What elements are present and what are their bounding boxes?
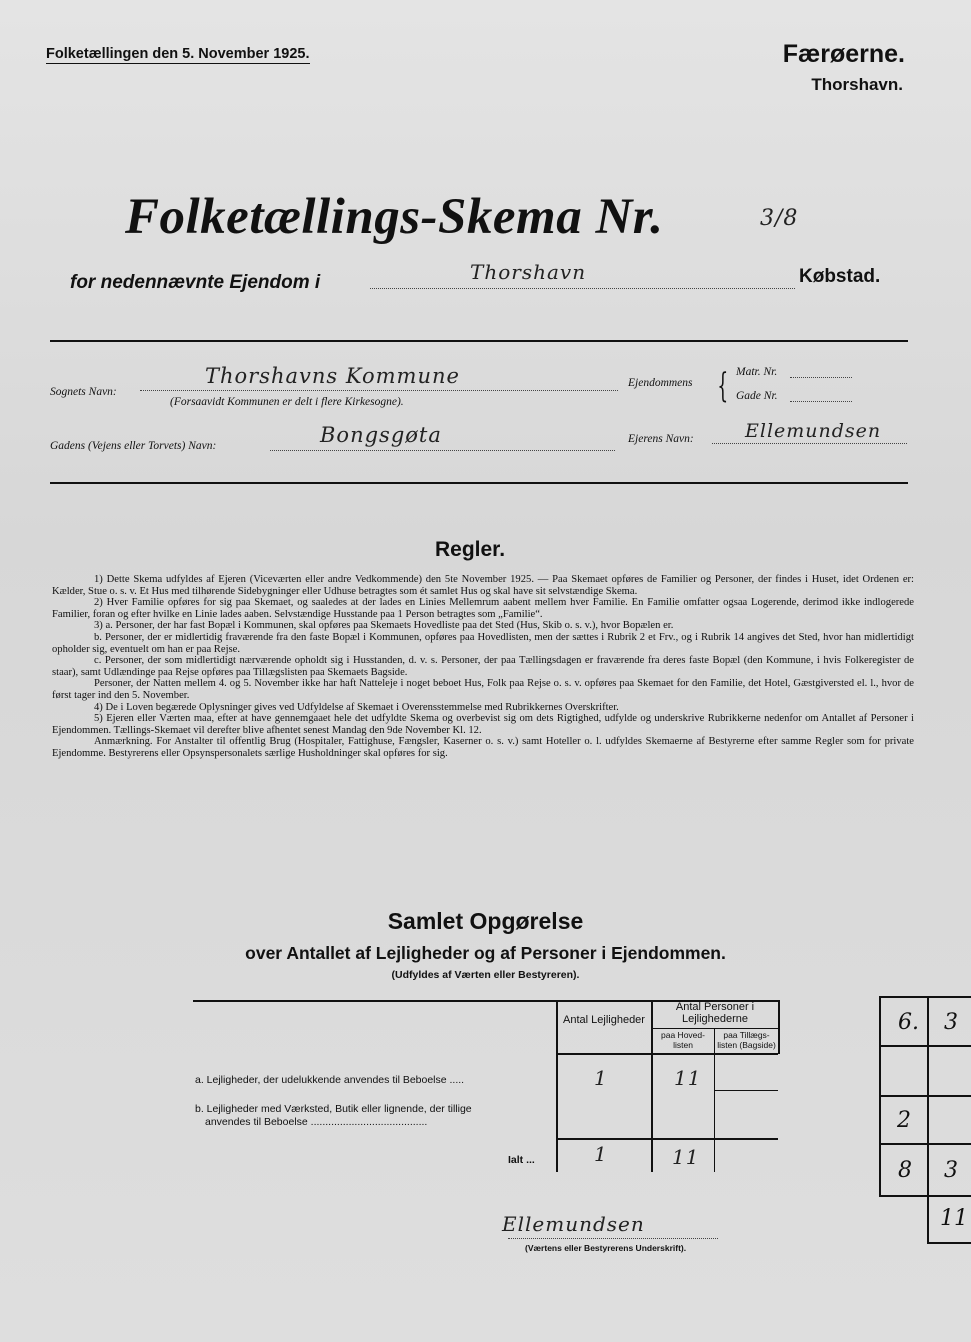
col-persons-header: Antal Personer i Lejlighederne xyxy=(675,1001,755,1025)
col-apartments-header: Antal Lejligheder xyxy=(563,1014,645,1026)
fields-divider xyxy=(50,482,908,484)
owner-fill-line xyxy=(712,443,907,444)
parish-fill-line xyxy=(140,390,618,391)
table-hline xyxy=(651,1028,778,1029)
tally-r3c1: 2 xyxy=(897,1108,911,1133)
table-vline xyxy=(778,1000,780,1054)
place-fill-line xyxy=(370,288,795,289)
total-apartments-value: 1 xyxy=(594,1142,608,1166)
table-vline xyxy=(651,1000,653,1172)
table-hline xyxy=(556,1053,778,1055)
row-b-label-2: anvendes til Beboelse ........................................ xyxy=(205,1116,428,1128)
gade-fill-line xyxy=(790,401,852,402)
signature-line xyxy=(508,1238,718,1239)
tally-hline xyxy=(879,1095,971,1097)
matr-label: Matr. Nr. xyxy=(736,366,778,378)
owner-handwritten: Ellemundsen xyxy=(745,420,882,442)
parish-handwritten: Thorshavns Kommune xyxy=(205,364,460,388)
street-fill-line xyxy=(270,450,615,451)
property-label: Ejendommens xyxy=(628,377,693,389)
street-handwritten: Bongsgøta xyxy=(320,423,442,447)
tally-r4c1: 8 xyxy=(898,1158,912,1183)
city-header: Thorshavn. xyxy=(811,75,903,94)
town-type-label: Købstad. xyxy=(799,266,881,287)
region-header: Færøerne. xyxy=(782,40,905,68)
tally-vline xyxy=(927,1193,929,1243)
table-hline xyxy=(556,1138,778,1140)
tally-hline xyxy=(927,1242,971,1244)
total-main-value: 11 xyxy=(672,1145,700,1169)
form-title: Folketællings-Skema Nr. xyxy=(125,189,664,245)
row-a-apartments-value: 1 xyxy=(594,1066,608,1090)
tally-extra: 11 xyxy=(940,1206,968,1231)
property-subtitle-label: for nedennævnte Ejendom i xyxy=(70,272,321,293)
tally-hline xyxy=(879,1045,971,1047)
table-hline xyxy=(714,1090,778,1091)
rule-paragraph: Personer, der Natten mellem 4. og 5. November ikke har haft Natteleje i noget beboet Hus, Folk paa Rejse o. s. v. opføres paa Skemaet for den Familie, det Hotel, Gæstgiversted el. l., hvor de først tager ind den 5. November. xyxy=(52,678,914,701)
tally-hline xyxy=(879,1143,971,1145)
rule-paragraph: 1) Dette Skema udfyldes af Ejeren (Viceværten eller andre Vedkommende) den 5te November 1925. — Paa Skemaet opføres de Familier og Personer, der findes i Huset, idet Ordenen er: Kælder, Stue o. s. v. Et Hus med tilhørende Sidebygninger eller Udhuse betragtes som ét samlet Hus og skal have sit selvstændige Skema. xyxy=(52,574,914,597)
matr-fill-line xyxy=(790,377,852,378)
row-a-main-value: 11 xyxy=(674,1066,702,1090)
rule-paragraph: 3) a. Personer, der har fast Bopæl i Kommunen, skal opføres paa Skemaets Hovedliste paa det Sted (Hus, Skib o. s. v.), hvor Bopælen er. xyxy=(94,620,674,632)
census-date-header: Folketællingen den 5. November 1925. xyxy=(46,46,310,62)
place-handwritten: Thorshavn xyxy=(470,260,587,284)
street-label: Gadens (Vejens eller Torvets) Navn: xyxy=(50,440,217,452)
parish-label: Sognets Navn: xyxy=(50,386,117,398)
parish-note: (Forsaavidt Kommunen er delt i flere Kirkesogne). xyxy=(170,396,404,408)
row-a-label: a. Lejligheder, der udelukkende anvendes til Beboelse ..... xyxy=(195,1074,465,1086)
tally-r4c2: 3 xyxy=(944,1158,958,1183)
rule-paragraph: b. Personer, der er midlertidig fraværende fra den faste Bopæl i Kommunen, opføres paa Hovedlisten, men der sættes i Rubrik 2 et Frv., og i Rubrik 14 angives det Sted, hvor han midlertidigt opholder sig, eventuelt om han er paa Rejse. xyxy=(52,631,914,655)
rule-paragraph: 5) Ejeren eller Værten maa, efter at have gennemgaaet hele det udfyldte Skema og overbevist sig om dets Rigtighed, udfylde og underskrive Rubrikkerne nedenfor om Antallet af Personer i Ejendommen. Tællings-Skemaet vil derefter blive afhentet senest Mandag den 9de November Kl. 12. xyxy=(52,713,914,736)
signature-caption: (Værtens eller Bestyrerens Underskrift). xyxy=(525,1243,687,1253)
top-divider xyxy=(50,340,908,342)
gade-label: Gade Nr. xyxy=(736,390,778,402)
summary-title: Samlet Opgørelse xyxy=(387,908,584,934)
brace-symbol: { xyxy=(717,366,729,406)
tally-r1c2: 3 xyxy=(944,1010,958,1035)
owner-label: Ejerens Navn: xyxy=(628,433,694,445)
row-b-label-1: b. Lejligheder med Værksted, Butik eller lignende, der tillige xyxy=(195,1103,472,1115)
col-extra-list-header: paa Tillægs-listen (Bagside) xyxy=(717,1030,776,1050)
rules-heading: Regler. xyxy=(435,538,506,561)
summary-subtitle: over Antallet af Lejligheder og af Personer i Ejendommen. xyxy=(245,943,726,963)
signature: Ellemundsen xyxy=(502,1212,645,1236)
rule-paragraph: 2) Hver Familie opføres for sig paa Skemaet, og saaledes at der lades en Linies Mellemrum aabent mellem hver Familie. En Familie omfatter ogsaa Logerende, derimod ikke indlogerede Familier, foran og efter hvilke en Linie lades aaben. Selvstændige Husstande paa 1 Person betragtes som „Familie“. xyxy=(52,597,914,620)
col-main-list-header: paa Hoved-listen xyxy=(661,1030,705,1050)
form-number-handwritten: 3/8 xyxy=(760,206,799,231)
rule-annotation: Anmærkning. For Anstalter til offentlig Brug (Hospitaler, Fattighuse, Fængsler, Kaserner o. s. v.) samt Hoteller o. l. udfyldes Skemaerne af Bestyrerne efter samme Regler som for private Ejendomme. Bestyrerens eller Opsynspersonalets særlige Husholdninger skal opføres for sig. xyxy=(52,736,914,759)
total-label: Ialt ... xyxy=(508,1154,535,1166)
rule-paragraph: 4) De i Loven begærede Oplysninger gives ved Udfyldelse af Skemaet i Overensstemmelse med Rubrikkernes Overskrifter. xyxy=(94,701,619,713)
rule-paragraph: c. Personer, der som midlertidigt nærværende opholdt sig i Husstanden, d. v. s. Personer, der paa Tællingsdagen er fraværende fra deres faste Bopæl (den Kommune, i hvis Folkeregister de staar), samt Udlændinge paa Rejse opføres paa Tillægslisten paa Skemaets Bagside. xyxy=(52,655,914,678)
tally-r1c1: 6. xyxy=(898,1010,919,1035)
summary-note: (Udfyldes af Værten eller Bestyreren). xyxy=(391,969,580,981)
rules-text xyxy=(52,574,914,760)
